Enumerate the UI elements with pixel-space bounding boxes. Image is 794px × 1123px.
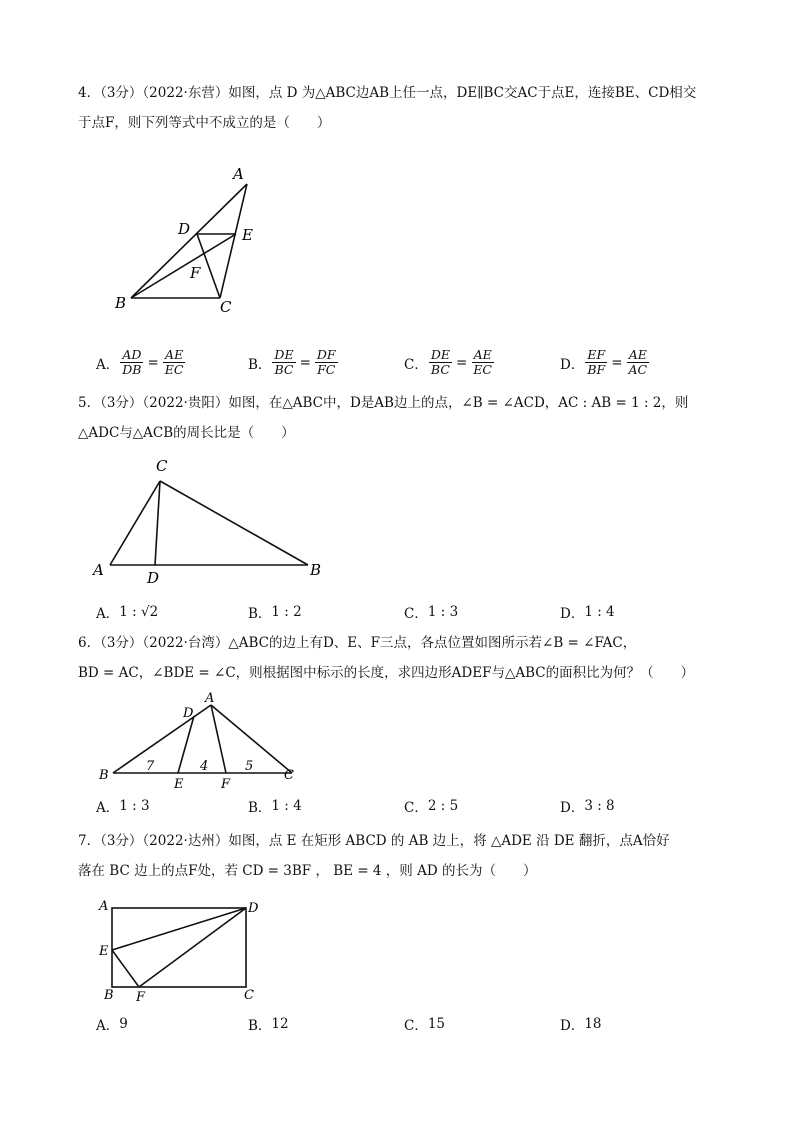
option-b[interactable]: B． 12: [248, 1016, 289, 1034]
question-4-line-2: 于点F，则下列等式中不成立的是（ ）: [78, 115, 331, 131]
figure-q4-triangle: [100, 160, 280, 320]
label-A: A: [93, 561, 104, 579]
label-E: E: [242, 226, 253, 244]
label-B: B: [99, 768, 109, 783]
label-B: B: [115, 294, 127, 312]
figure-q6-triangle: [92, 690, 312, 795]
question-7: [78, 826, 728, 886]
label-F: F: [136, 990, 146, 1005]
question-6: [78, 628, 728, 688]
label-E: E: [174, 777, 184, 792]
option-a[interactable]: A． 1 : √2: [96, 604, 159, 622]
option-d[interactable]: D． 18: [560, 1016, 602, 1034]
segment-length-fc: 5: [245, 759, 254, 774]
label-F: F: [190, 264, 201, 282]
option-c[interactable]: C． 2 : 5: [404, 798, 459, 816]
option-c[interactable]: C． 1 : 3: [404, 604, 459, 622]
question-6-line-1: 6．（3分）（2022·台湾）△ABC的边上有D、E、F三点，各点位置如图所示若∠B = ∠FAC，: [78, 635, 637, 651]
label-A: A: [205, 691, 215, 706]
question-5: [78, 388, 728, 448]
question-5-options: [96, 602, 736, 630]
label-C: C: [284, 768, 294, 783]
label-A: A: [99, 899, 109, 914]
label-F: F: [221, 777, 231, 792]
label-B: B: [310, 561, 322, 579]
question-4-options: [96, 348, 736, 376]
option-a[interactable]: A． 1 : 3: [96, 798, 150, 816]
segment-length-ef: 4: [200, 759, 209, 774]
label-D: D: [183, 706, 194, 721]
label-C: C: [244, 988, 254, 1003]
figure-q5-triangle: [90, 455, 330, 585]
option-d[interactable]: D． 1 : 4: [560, 604, 615, 622]
label-A: A: [233, 165, 244, 183]
option-a[interactable]: A． $\frac{AD}{DB}$ = $\frac{AE}{EC}$: [96, 347, 184, 377]
label-D: D: [178, 220, 191, 238]
label-C: C: [220, 298, 232, 316]
segment-length-be: 7: [146, 759, 155, 774]
label-B: B: [104, 988, 114, 1003]
question-5-line-2: △ADC与△ACB的周长比是（ ）: [78, 425, 295, 441]
question-7-line-2: 落在 BC 边上的点F处，若 CD = 3BF ， BE = 4 ，则 AD 的长为（ ）: [78, 863, 537, 879]
question-4-line-1: 4．（3分）（2022·东营）如图，点 D 为△ABC边AB上任一点，DE∥BC交AC于点E，连接BE、CD相交: [78, 85, 697, 101]
option-b[interactable]: B． 1 : 2: [248, 604, 302, 622]
option-c[interactable]: C． $\frac{DE}{BC}$ = $\frac{AE}{EC}$: [404, 347, 493, 377]
label-D: D: [248, 901, 259, 916]
label-C: C: [156, 457, 168, 475]
question-6-options: [96, 796, 736, 824]
option-c[interactable]: C． 15: [404, 1016, 446, 1034]
label-E: E: [99, 944, 109, 959]
figure-q7-rectangle: [96, 895, 276, 1007]
option-b[interactable]: B． $\frac{DE}{BC}$ = $\frac{DF}{FC}$: [248, 347, 336, 377]
option-a[interactable]: A． 9: [96, 1016, 128, 1034]
option-d[interactable]: D． 3 : 8: [560, 798, 615, 816]
label-D: D: [147, 569, 160, 587]
option-d[interactable]: D． $\frac{EF}{BF}$ = $\frac{AE}{AC}$: [560, 347, 648, 377]
question-7-line-1: 7．（3分）（2022·达州）如图，点 E 在矩形 ABCD 的 AB 边上，将 △ADE 沿 DE 翻折，点A恰好: [78, 833, 670, 849]
option-b[interactable]: B． 1 : 4: [248, 798, 302, 816]
question-6-line-2: BD = AC，∠BDE = ∠C，则根据图中标示的长度，求四边形ADEF与△ABC的面积比为何？（ ）: [78, 665, 695, 681]
question-5-line-1: 5．（3分）（2022·贵阳）如图，在△ABC中，D是AB边上的点，∠B = ∠ACD，AC : AB = 1 : 2，则: [78, 395, 689, 411]
question-4: [78, 78, 728, 138]
question-7-options: [96, 1014, 736, 1042]
